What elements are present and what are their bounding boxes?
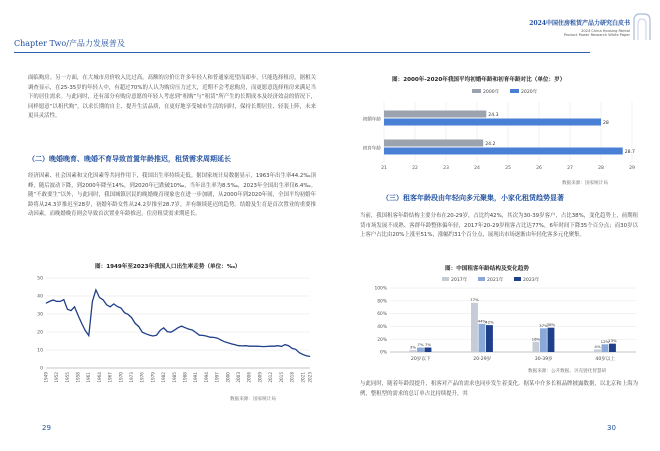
page-number-right: 30 — [607, 424, 616, 432]
birth-rate-point — [263, 346, 264, 347]
vbar-value-label: 44% — [477, 318, 487, 324]
x-tick-label: 1958 — [75, 372, 81, 383]
x-tick-label: 1991 — [193, 372, 199, 383]
birth-rate-point — [199, 335, 200, 336]
birth-rate-point — [163, 328, 164, 329]
x-tick-label: 1979 — [150, 372, 156, 383]
vbar-2-1 — [540, 328, 547, 352]
x-tick-label: 2000 — [225, 372, 231, 383]
brand-logo-icon — [630, 10, 654, 46]
x-tick-label: 24 — [474, 166, 480, 171]
left-paragraph-1: 面临购房。另一方面，在大城市房价收入比过高，高额的房价让许多年轻人和普通家庭望而却步，只能选择租房，据相关调查显示，在25-35岁的年轻人中，有超过70%的人认为购房压力过大，近期不会考虑购房，而更愿意选择租房来满足当下的居住需求。与此同时，还有部分有购房意愿的年轻人考虑到“租购”与“租赁”所产生的长期成本及经济效益的情况下，同样愿意“以租代购”，以求长期的自主、提升生活品质，在更好地享受城市生活的同时，保持长期居住、轻装上阵，未来更具灵活性。 — [28, 75, 316, 120]
x-tick-label: 1985 — [171, 372, 177, 383]
x-tick-label: 28 — [598, 166, 604, 171]
birth-rate-point — [181, 326, 182, 327]
birth-rate-point — [228, 342, 229, 343]
birth-rate-point — [192, 330, 193, 331]
x-tick-label: 26 — [536, 166, 542, 171]
birth-rate-point — [238, 345, 239, 346]
x-tick-label: 1982 — [161, 372, 167, 383]
hbar-1-1 — [384, 148, 623, 155]
x-tick-label: 1955 — [64, 372, 70, 383]
birth-rate-point — [242, 346, 243, 347]
birth-rate-point — [71, 310, 72, 311]
birth-rate-point — [295, 349, 296, 350]
vbar-value-label: 12% — [600, 338, 610, 344]
vbar-3-2 — [609, 344, 616, 352]
whitepaper-subtitle-1: 2024 China Housing Rental — [581, 29, 630, 33]
birth-rate-point — [99, 297, 100, 298]
birth-rate-point — [288, 345, 289, 346]
birth-rate-point — [185, 327, 186, 328]
vbar-value-label: 37% — [539, 322, 548, 328]
category-label: 30-39岁 — [534, 357, 553, 362]
birth-rate-point — [149, 335, 150, 336]
birth-rate-point — [270, 346, 271, 347]
category-label: 初育年龄 — [362, 146, 381, 152]
birth-rate-point — [63, 299, 64, 300]
x-tick-label: 2015 — [278, 372, 284, 383]
birth-rate-point — [110, 306, 111, 307]
x-tick-label: 22 — [412, 166, 418, 171]
vbar-value-label: 7% — [417, 342, 424, 348]
vbar-0-0 — [410, 350, 417, 352]
left-paragraph-2: 经济因素、社会因素和文化因素等共同作用下，我国出生率持续走低。据国家统计局数据显示，1963年出生率44.2‰顶峰，随后波动下降，到2000年降至14%，到2020年已跌破10‰，当年出生率为8.5‰，2023年全国出生率仅6.4‰。随“不敢要生”以外，与此同时，我国城镇居民的晚婚晚育现象也在进一步加剧，从2000年到2020年间，全国平均初婚年龄将从24.3岁推迟至28岁，初婚年龄女性从24.2岁推至28.7岁，并有继续延迟的趋势。结婚及生育是首次置业的重要推动因素，而晚婚晚育则会导致首次置业年龄推迟，住房租赁需求期延长。 — [28, 173, 316, 218]
birth-rate-point — [78, 315, 79, 316]
birth-rate-line-chart — [28, 272, 328, 394]
y-tick-label: 40 — [37, 294, 43, 300]
birth-rate-point — [299, 352, 300, 353]
birth-rate-point — [210, 337, 211, 338]
legend-label: 2000年 — [483, 89, 500, 95]
birth-rate-point — [306, 355, 307, 356]
birth-rate-point — [74, 306, 75, 307]
birth-rate-point — [292, 348, 293, 349]
x-tick-label: 2012 — [268, 372, 274, 383]
birth-rate-point — [156, 335, 157, 336]
category-label: 20-29岁 — [473, 357, 492, 362]
birth-rate-point — [245, 345, 246, 346]
birth-rate-point — [128, 314, 129, 315]
legend-label: 2020年 — [521, 89, 538, 95]
vbar-3-1 — [602, 344, 609, 352]
whitepaper-subtitle-2: Product Power Research White Paper — [563, 33, 630, 37]
birth-rate-point — [224, 341, 225, 342]
hbar-value-label: 28.7 — [624, 149, 635, 155]
hbar-value-label: 28 — [603, 120, 609, 126]
birth-rate-point — [217, 338, 218, 339]
x-tick-label: 2018 — [289, 372, 295, 383]
right-paragraph-1: 当前，我国租客年龄结构主要分布在20-29岁，占比约42%，其次为30-39岁客户，占比38%，变化趋势上，前期租赁市场发展不成熟、客群年龄整体偏年轻，2017年20-29岁租客占比达77%，6年时间下降35个百分点；而30岁以上客户占比由20%上涨至51%，涨幅约31个百分点，展现出市场逐渐由年轻化客多元化聚集。 — [360, 213, 638, 239]
tenant-age-bar-chart — [360, 274, 640, 366]
vbar-1-2 — [486, 325, 493, 352]
legend-swatch — [510, 89, 519, 93]
birth-rate-point — [310, 356, 311, 357]
chapter-header: Chapter Two/产品力发展普及 — [14, 39, 125, 48]
vbar-value-label: 42% — [485, 319, 494, 325]
x-tick-label: 2009 — [257, 372, 263, 383]
x-tick-label: 2021 — [300, 372, 306, 383]
legend-label: 2021年 — [487, 277, 504, 283]
vbar-1-0 — [471, 303, 478, 352]
y-tick-label: 50 — [37, 276, 43, 282]
birth-rate-point — [138, 326, 139, 327]
marriage-age-bar-chart — [350, 86, 640, 176]
vbar-2-0 — [533, 342, 540, 352]
birth-rate-source: 数据来源：国家统计局 — [230, 397, 276, 402]
x-tick-label: 1952 — [54, 372, 60, 383]
vbar-0-1 — [417, 348, 424, 352]
x-tick-label: 1961 — [86, 372, 92, 383]
vbar-value-label: 77% — [470, 297, 479, 303]
x-tick-label: 23 — [443, 166, 449, 171]
y-tick-label: 0 — [40, 366, 43, 372]
birth-rate-point — [160, 330, 161, 331]
section-title-2: （二）晚婚晚育、晚婚不育导致首置年龄推迟，租赁需求周期延长 — [28, 155, 231, 163]
birth-rate-point — [131, 317, 132, 318]
birth-rate-point — [220, 340, 221, 341]
birth-rate-point — [121, 308, 122, 309]
legend-swatch — [514, 277, 521, 281]
birth-rate-point — [113, 304, 114, 305]
birth-rate-point — [56, 301, 57, 302]
x-tick-label: 1994 — [203, 372, 209, 383]
vbar-3-0 — [594, 349, 601, 352]
x-tick-label: 1988 — [182, 372, 188, 383]
x-tick-label: 2023 — [307, 372, 313, 383]
x-tick-label: 1997 — [214, 372, 220, 383]
y-tick-label: 20 — [37, 330, 43, 336]
birth-rate-point — [278, 345, 279, 346]
hbar-value-label: 24.2 — [485, 141, 496, 147]
hbar-1-0 — [384, 140, 483, 147]
x-tick-label: 27 — [567, 166, 573, 171]
birth-rate-point — [249, 346, 250, 347]
birth-rate-point — [178, 327, 179, 328]
birth-rate-point — [146, 333, 147, 334]
birth-rate-point — [303, 354, 304, 355]
hbar-0-1 — [384, 119, 601, 126]
birth-rate-point — [46, 303, 47, 304]
whitepaper-header — [529, 18, 630, 37]
birth-rate-point — [235, 344, 236, 345]
category-label: 20岁以下 — [410, 357, 431, 362]
vbar-value-label: 3% — [409, 344, 417, 350]
x-tick-label: 1964 — [96, 372, 102, 383]
header-rule-left — [14, 52, 330, 53]
birth-rate-chart-title: 图：1949年至2023年我国人口出生率走势（单位：‰） — [95, 264, 241, 270]
whitepaper-title: 2024中国住房租赁产品力研究白皮书 — [529, 20, 630, 27]
birth-rate-point — [49, 301, 50, 302]
birth-rate-point — [117, 306, 118, 307]
birth-rate-point — [67, 309, 68, 310]
birth-rate-point — [188, 329, 189, 330]
vbar-2-2 — [548, 328, 555, 352]
section-title-3: （三）租客年龄段由年轻向多元聚集，小家化租赁趋势显著 — [382, 194, 564, 202]
birth-rate-series-line — [46, 290, 310, 357]
birth-rate-point — [81, 323, 82, 324]
birth-rate-point — [281, 346, 282, 347]
x-tick-label: 1967 — [107, 372, 113, 383]
birth-rate-point — [213, 337, 214, 338]
birth-rate-point — [153, 336, 154, 337]
vbar-value-label: 16% — [531, 336, 541, 342]
vbar-value-label: 4% — [594, 343, 601, 349]
birth-rate-point — [203, 335, 204, 336]
birth-rate-point — [96, 290, 97, 291]
hbar-value-label: 24.3 — [488, 112, 499, 118]
right-paragraph-2: 与此同时，随着年龄段提升，租客对产品的需求也同步发生着变化。据某中介多长租品牌披露数据，以北京和上海为例，整租型的需求的总订单占比持续提升，其 — [360, 381, 638, 397]
birth-rate-point — [142, 332, 143, 333]
header-rule-right — [330, 52, 590, 53]
category-label: 40岁以上 — [595, 357, 616, 362]
birth-rate-point — [92, 301, 93, 302]
birth-rate-point — [206, 336, 207, 337]
marriage-age-source: 数据来源：国家统计局 — [562, 181, 608, 186]
y-tick-label: 0% — [380, 350, 387, 356]
x-tick-label: 21 — [381, 166, 387, 171]
legend-label: 2017年 — [451, 277, 468, 283]
vbar-value-label: 7% — [424, 342, 432, 348]
hbar-0-0 — [384, 111, 486, 118]
legend-swatch — [442, 277, 449, 281]
x-tick-label: 1976 — [139, 372, 145, 383]
vbar-0-2 — [425, 348, 432, 352]
vbar-value-label: 38% — [546, 322, 556, 328]
legend-swatch — [478, 277, 485, 281]
right-page — [330, 0, 660, 451]
x-tick-label: 29 — [629, 166, 635, 171]
y-tick-label: 30 — [37, 312, 43, 318]
birth-rate-point — [231, 344, 232, 345]
birth-rate-point — [85, 330, 86, 331]
birth-rate-point — [167, 331, 168, 332]
y-tick-label: 60% — [377, 312, 387, 318]
birth-rate-point — [106, 304, 107, 305]
birth-rate-point — [171, 332, 172, 333]
tenant-age-chart-title: 图：中国租客年龄结构及变化趋势 — [445, 266, 529, 272]
vbar-value-label: 13% — [608, 338, 617, 344]
tenant-age-source: 数据来源：公开数据、贝壳链化智慧研 — [528, 369, 607, 374]
x-tick-label: 2006 — [246, 372, 252, 383]
x-tick-label: 2003 — [236, 372, 242, 383]
birth-rate-point — [285, 344, 286, 345]
category-label: 初婚年龄 — [362, 117, 381, 123]
marriage-age-chart-title: 图：2000年-2020年我国平均初婚年龄和初育年龄对比（单位：岁） — [392, 77, 566, 83]
birth-rate-point — [274, 346, 275, 347]
birth-rate-point — [88, 335, 89, 336]
birth-rate-point — [103, 299, 104, 300]
y-tick-label: 100% — [374, 286, 387, 292]
vbar-1-1 — [479, 324, 486, 352]
x-tick-label: 1949 — [43, 372, 49, 383]
birth-rate-point — [124, 312, 125, 313]
x-tick-label: 1973 — [129, 372, 135, 383]
y-tick-label: 20% — [377, 337, 387, 343]
birth-rate-point — [174, 330, 175, 331]
birth-rate-point — [53, 300, 54, 301]
y-tick-label: 40% — [377, 325, 387, 330]
birth-rate-point — [256, 346, 257, 347]
birth-rate-point — [135, 323, 136, 324]
birth-rate-point — [253, 346, 254, 347]
legend-label: 2023年 — [523, 277, 540, 283]
birth-rate-point — [267, 346, 268, 347]
birth-rate-point — [60, 301, 61, 302]
y-tick-label: 10 — [37, 348, 43, 354]
page-number-left: 29 — [42, 424, 51, 432]
x-tick-label: 1970 — [118, 372, 124, 383]
y-tick-label: 80% — [377, 299, 387, 305]
x-tick-label: 25 — [505, 166, 511, 171]
birth-rate-point — [260, 346, 261, 347]
birth-rate-point — [195, 332, 196, 333]
legend-swatch — [472, 89, 481, 93]
